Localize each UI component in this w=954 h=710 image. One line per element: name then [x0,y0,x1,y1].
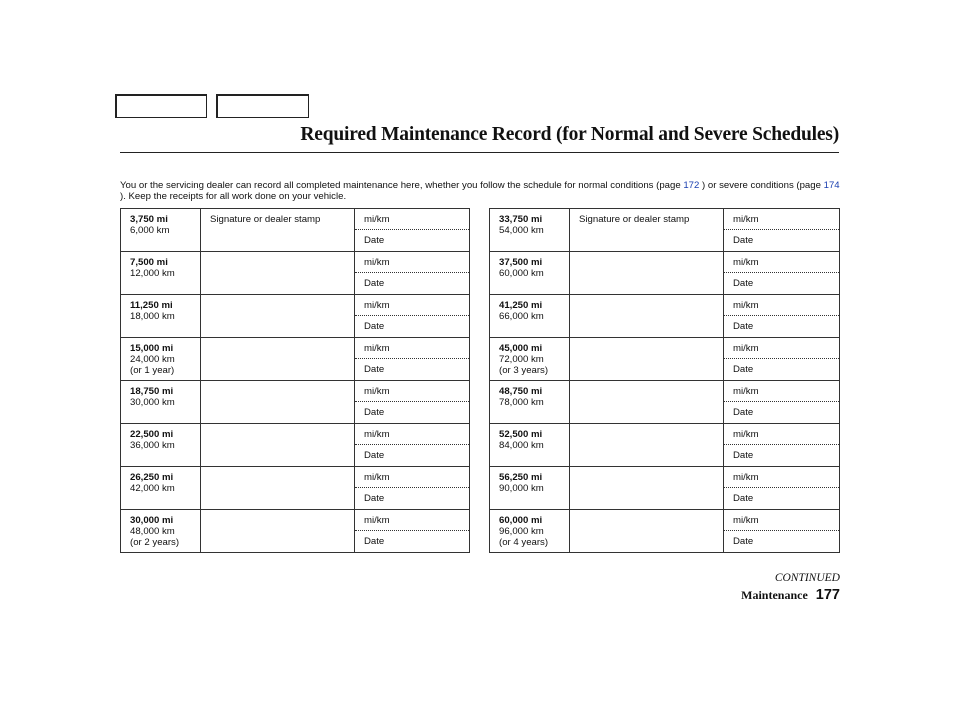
date-cell[interactable] [724,531,840,553]
intro-text-1: You or the servicing dealer can record all completed maintenance here, whether you follow the schedule for normal conditions (page [120,180,684,191]
date-label: Date [364,364,385,375]
signature-cell[interactable] [570,381,724,424]
date-label: Date [364,536,385,547]
page-footer [741,586,840,604]
interval-km: 12,000 km [130,268,175,279]
mikm-cell[interactable] [724,424,840,445]
interval-km: 18,000 km [130,311,175,322]
date-label: Date [364,407,385,418]
date-cell[interactable] [355,316,470,338]
mileage-cell [490,510,570,553]
signature-label: Signature or dealer stamp [579,214,690,225]
mileage-cell [121,295,201,338]
record-row [490,467,840,488]
intro-paragraph [120,180,840,202]
date-label: Date [364,450,385,461]
date-label: Date [364,321,385,332]
continued-label: CONTINUED [774,572,840,584]
interval-km: 48,000 km [130,526,175,537]
signature-cell[interactable] [201,424,355,467]
mileage-cell [490,338,570,381]
signature-cell[interactable] [570,338,724,381]
mikm-cell[interactable] [724,467,840,488]
mileage-cell [490,424,570,467]
mikm-cell[interactable] [355,295,470,316]
signature-label: Signature or dealer stamp [210,214,321,225]
interval-years: (or 4 years) [499,537,549,548]
mileage-cell [121,467,201,510]
interval-km: 54,000 km [499,225,544,236]
date-cell[interactable] [355,488,470,510]
record-row [490,252,840,273]
mikm-cell[interactable] [355,338,470,359]
mikm-cell[interactable] [355,209,470,230]
date-cell[interactable] [724,445,840,467]
record-row [121,510,470,531]
date-label: Date [733,321,754,332]
mileage-cell [490,381,570,424]
mileage-cell [490,467,570,510]
signature-cell[interactable] [570,209,724,252]
mileage-cell [121,252,201,295]
interval-miles: 56,250 mi [499,472,543,483]
intro-text-2: ) or severe conditions (page [699,180,824,191]
nav-tab-blank-2[interactable] [216,94,309,118]
date-cell[interactable] [724,488,840,510]
signature-cell[interactable] [201,510,355,553]
record-row [121,467,470,488]
interval-km: 84,000 km [499,440,544,451]
interval-miles: 45,000 mi [499,343,543,354]
signature-cell[interactable] [570,252,724,295]
mikm-label: mi/km [364,300,390,311]
page-title: Required Maintenance Record (for Normal and Severe Schedules) [300,124,839,145]
date-cell[interactable] [724,402,840,424]
mikm-cell[interactable] [355,381,470,402]
date-cell[interactable] [355,230,470,252]
interval-miles: 30,000 mi [130,515,174,526]
interval-km: 66,000 km [499,311,544,322]
record-row [121,209,470,230]
record-row [121,381,470,402]
mikm-label: mi/km [733,257,759,268]
interval-miles: 48,750 mi [499,386,543,397]
signature-cell[interactable] [201,381,355,424]
date-cell[interactable] [355,273,470,295]
interval-miles: 52,500 mi [499,429,543,440]
interval-miles: 15,000 mi [130,343,174,354]
maintenance-table-right [489,208,840,553]
record-row [490,381,840,402]
mikm-cell[interactable] [355,467,470,488]
date-label: Date [733,278,754,289]
page-link-172[interactable]: 172 [683,180,700,191]
date-label: Date [733,407,754,418]
mileage-cell [121,209,201,252]
interval-km: 72,000 km [499,354,544,365]
record-row [121,338,470,359]
record-row [121,252,470,273]
nav-tab-blank-1[interactable] [115,94,207,118]
interval-km: 78,000 km [499,397,544,408]
date-cell[interactable] [724,230,840,252]
date-label: Date [364,278,385,289]
interval-km: 24,000 km [130,354,175,365]
date-label: Date [733,364,754,375]
interval-miles: 26,250 mi [130,472,174,483]
mikm-label: mi/km [733,472,759,483]
interval-miles: 60,000 mi [499,515,543,526]
record-row [490,209,840,230]
signature-cell[interactable] [201,467,355,510]
interval-miles: 22,500 mi [130,429,174,440]
interval-miles: 33,750 mi [499,214,543,225]
mikm-cell[interactable] [355,510,470,531]
date-label: Date [733,536,754,547]
mikm-label: mi/km [364,472,390,483]
mileage-cell [121,338,201,381]
interval-years: (or 2 years) [130,537,180,548]
mikm-label: mi/km [733,300,759,311]
mikm-cell[interactable] [355,424,470,445]
date-cell[interactable] [355,402,470,424]
mikm-label: mi/km [733,214,759,225]
signature-cell[interactable] [570,295,724,338]
mikm-cell[interactable] [724,338,840,359]
page-link-174[interactable]: 174 [823,180,840,191]
mileage-cell [490,252,570,295]
mileage-cell [121,381,201,424]
date-cell[interactable] [355,359,470,381]
maintenance-table-left [120,208,470,553]
interval-miles: 3,750 mi [130,214,168,225]
date-label: Date [364,493,385,504]
interval-miles: 7,500 mi [130,257,168,268]
record-row [490,295,840,316]
interval-miles: 18,750 mi [130,386,174,397]
mileage-cell [121,510,201,553]
mikm-label: mi/km [364,429,390,440]
record-row [490,424,840,445]
mileage-cell [490,209,570,252]
section-name: Maintenance [741,588,808,602]
mikm-label: mi/km [733,343,759,354]
interval-km: 36,000 km [130,440,175,451]
mikm-label: mi/km [364,343,390,354]
intro-text-3: ). Keep the receipts for all work done on your vehicle. [120,191,347,202]
record-row [121,424,470,445]
date-cell[interactable] [355,445,470,467]
mikm-cell[interactable] [724,295,840,316]
interval-km: 96,000 km [499,526,544,537]
mikm-cell[interactable] [355,252,470,273]
date-cell[interactable] [355,531,470,553]
interval-km: 30,000 km [130,397,175,408]
title-rule [120,152,839,153]
mikm-label: mi/km [364,386,390,397]
mileage-cell [121,424,201,467]
mikm-label: mi/km [364,214,390,225]
interval-miles: 41,250 mi [499,300,543,311]
date-label: Date [733,235,754,246]
record-row [121,295,470,316]
mikm-cell[interactable] [724,510,840,531]
interval-km: 90,000 km [499,483,544,494]
signature-cell[interactable] [570,424,724,467]
interval-km: 6,000 km [130,225,170,236]
mikm-cell[interactable] [724,381,840,402]
signature-cell[interactable] [570,510,724,553]
signature-cell[interactable] [201,252,355,295]
date-cell[interactable] [724,316,840,338]
record-row [490,510,840,531]
signature-cell[interactable] [201,295,355,338]
interval-years: (or 1 year) [130,365,175,376]
mikm-label: mi/km [733,386,759,397]
interval-km: 42,000 km [130,483,175,494]
date-cell[interactable] [724,359,840,381]
mikm-label: mi/km [733,515,759,526]
page-number: 177 [815,587,840,603]
interval-km: 60,000 km [499,268,544,279]
mikm-cell[interactable] [724,252,840,273]
mikm-cell[interactable] [724,209,840,230]
interval-miles: 37,500 mi [499,257,543,268]
date-cell[interactable] [724,273,840,295]
interval-miles: 11,250 mi [130,300,173,311]
interval-years: (or 3 years) [499,365,549,376]
signature-cell[interactable] [570,467,724,510]
mikm-label: mi/km [733,429,759,440]
mikm-label: mi/km [364,515,390,526]
signature-cell[interactable] [201,338,355,381]
mikm-label: mi/km [364,257,390,268]
record-row [490,338,840,359]
date-label: Date [733,493,754,504]
mileage-cell [490,295,570,338]
date-label: Date [364,235,385,246]
date-label: Date [733,450,754,461]
signature-cell[interactable] [201,209,355,252]
